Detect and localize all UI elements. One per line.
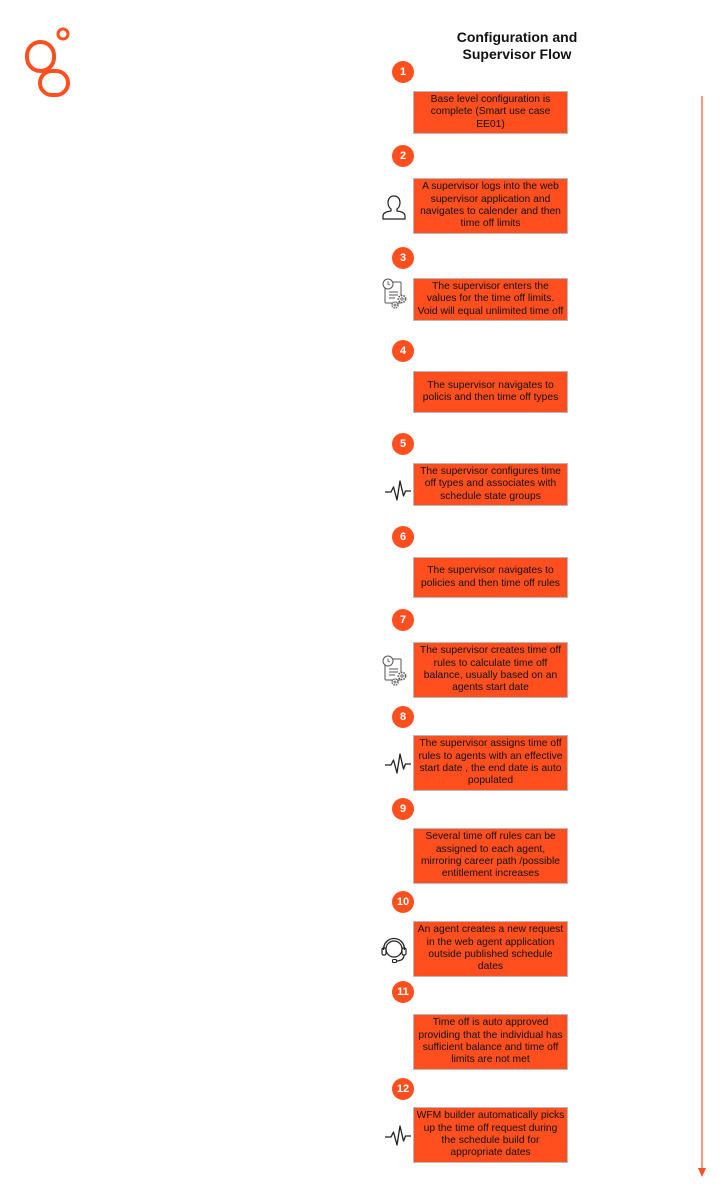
- pulse-icon: [384, 751, 412, 777]
- diagram-title: Configuration and Supervisor Flow: [456, 29, 578, 62]
- step-badge-8: 8: [392, 706, 414, 728]
- step-badge-5: 5: [392, 433, 414, 455]
- pulse-icon: [384, 1123, 412, 1149]
- step-box-3: The supervisor enters the values for the time off limits. Void will equal unlimited time off: [413, 278, 568, 321]
- step-badge-6: 6: [392, 526, 414, 548]
- step-badge-7: 7: [392, 609, 414, 631]
- step-box-4: The supervisor navigates to policis and then time off types: [413, 371, 568, 413]
- person-icon: [380, 193, 408, 221]
- pulse-icon: [384, 478, 412, 504]
- step-box-7: The supervisor creates time off rules to calculate time off balance, usually based on an agents start date: [413, 642, 568, 698]
- step-box-12: WFM builder automatically picks up the time off request during the schedule build for appropriate dates: [413, 1107, 568, 1163]
- step-badge-2: 2: [392, 145, 414, 167]
- step-box-8: The supervisor assigns time off rules to agents with an effective start date , the end date is auto populated: [413, 735, 568, 791]
- step-box-1: Base level configuration is complete (Smart use case EE01): [413, 91, 568, 134]
- step-box-5: The supervisor configures time off types and associates with schedule state groups: [413, 463, 568, 506]
- company-logo: [22, 26, 74, 100]
- document-settings-icon: [380, 277, 410, 311]
- step-box-9: Several time off rules can be assigned to each agent, mirroring career path /possible entitlement increases: [413, 828, 568, 884]
- step-badge-3: 3: [392, 247, 414, 269]
- step-badge-11: 11: [392, 981, 414, 1003]
- step-badge-10: 10: [392, 891, 414, 913]
- step-box-11: Time off is auto approved providing that the individual has sufficient balance and time off limits are not met: [413, 1014, 568, 1070]
- step-badge-1: 1: [392, 61, 414, 83]
- document-settings-icon: [380, 654, 410, 688]
- step-box-6: The supervisor navigates to policies and then time off rules: [413, 557, 568, 598]
- flow-arrow: [696, 96, 708, 1181]
- headset-icon: [380, 935, 408, 965]
- step-badge-4: 4: [392, 340, 414, 362]
- step-badge-9: 9: [392, 798, 414, 820]
- step-badge-12: 12: [392, 1078, 414, 1100]
- step-box-2: A supervisor logs into the web supervisor application and navigates to calender and then time off limits: [413, 178, 568, 234]
- step-box-10: An agent creates a new request in the web agent application outside published schedule dates: [413, 921, 568, 977]
